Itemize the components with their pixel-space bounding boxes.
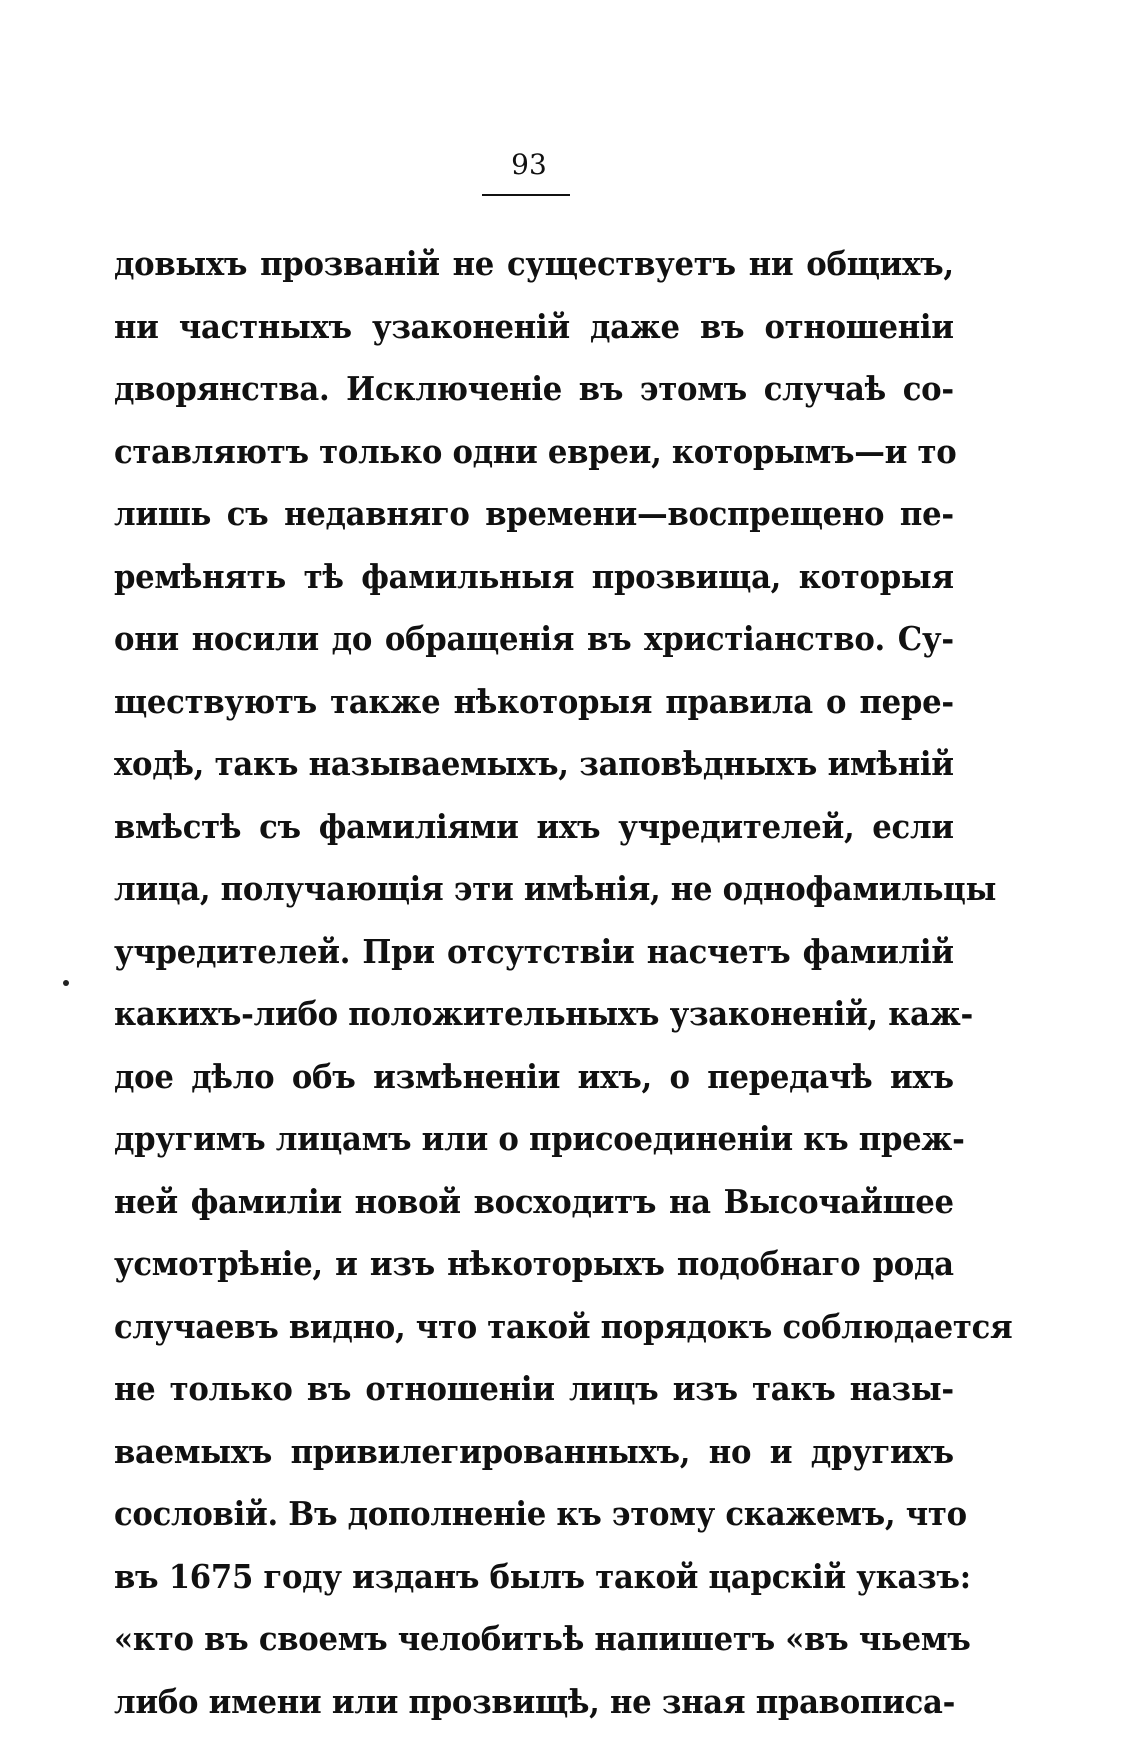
text-line: другимъ лицамъ или о присоединенiи къ преж- <box>114 1119 965 1158</box>
text-line: сословiй. Въ дополненiе къ этому скажемъ, что <box>114 1494 967 1533</box>
text-line: вмѣстѣ съ фамилiями ихъ учредителей, если <box>114 806 954 846</box>
text-line: дворянства. Исключенiе въ этомъ случаѣ со- <box>114 369 954 408</box>
text-line: ней фамилiи новой восходитъ на Высочайшее <box>114 1181 954 1221</box>
text-line: ни частныхъ узаконенiй даже въ отношенiи <box>114 306 954 346</box>
text-line: довыхъ прозванiй не существуетъ ни общихъ, <box>114 244 954 283</box>
text-line: ходѣ, такъ называемыхъ, заповѣдныхъ имѣнiй <box>114 744 954 783</box>
text-line: какихъ-либо положительныхъ узаконенiй, каж- <box>114 994 973 1033</box>
text-line: лишь съ недавняго времени—воспрещено пе- <box>114 494 954 533</box>
text-line: лица, получающiя эти имѣнiя, не однофамильцы <box>114 869 997 908</box>
text-line: учредителей. При отсутствiи насчетъ фамилiй <box>114 931 954 971</box>
text-line: ваемыхъ привилегированныхъ, но и другихъ <box>114 1431 954 1471</box>
text-line: либо имени или прозвищѣ, не зная правописа- <box>114 1681 956 1721</box>
text-line: дое дѣло объ измѣненiи ихъ, о передачѣ ихъ <box>114 1056 954 1096</box>
body-text <box>114 236 1013 1736</box>
text-line: усмотрѣнiе, и изъ нѣкоторыхъ подобнаго рода <box>114 1244 954 1283</box>
text-line: случаевъ видно, что такой порядокъ соблюдается <box>114 1306 1013 1346</box>
page-number-rule <box>482 194 570 196</box>
page-number: 93 <box>511 148 547 181</box>
text-line: они носили до обращенiя въ христiанство. Су- <box>114 619 954 658</box>
text-line: не только въ отношенiи лицъ изъ такъ назы- <box>114 1369 954 1408</box>
print-speck <box>63 980 69 986</box>
text-line: въ 1675 году изданъ былъ такой царскiй указъ: <box>114 1556 971 1596</box>
text-line: ществуютъ также нѣкоторыя правила о пере- <box>114 681 954 721</box>
text-line: «кто въ своемъ челобитьѣ напишетъ «въ чьемъ <box>114 1619 971 1658</box>
text-line: ставляютъ только одни евреи, которымъ—и то <box>114 431 957 471</box>
text-line: ремѣнять тѣ фамильныя прозвища, которыя <box>114 556 954 596</box>
